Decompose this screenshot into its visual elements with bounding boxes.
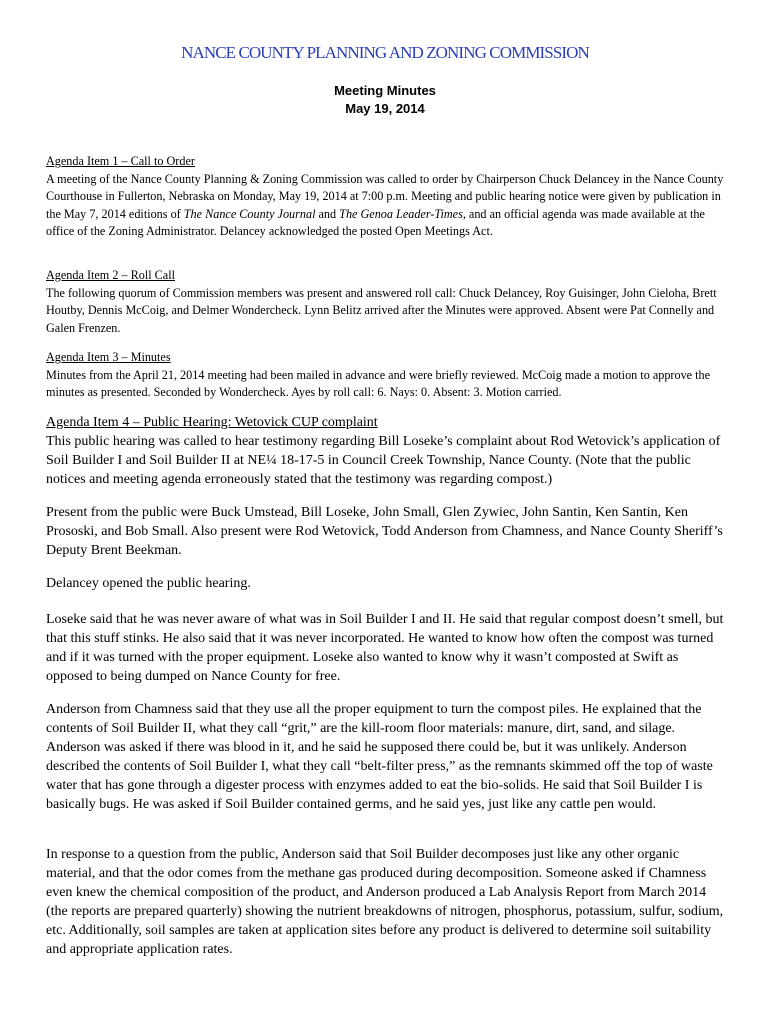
agenda-item-2-heading: Agenda Item 2 – Roll Call [46,268,175,282]
agenda-item-1-text: A meeting of the Nance County Planning & Zoning Commission was called to order by Chairperson Chuck Delancey in the Nance County Courthouse in Fullerton, Nebraska on Monday, May 19, 2014 at 7:00 p.m. Meeting and public hearing notice were given by publication in the May 7, 2014 editions of The Nance County Journal and The Genoa Leader-Times, and an official agenda was made available at the office of the Zoning Administrator. Delancey acknowledged the posted Open Meetings Act. [46,171,724,238]
document-type: Meeting Minutes [334,83,436,98]
agenda-item-2 [46,267,726,337]
meeting-date: May 19, 2014 [345,101,425,116]
agenda-item-1 [46,153,726,241]
agenda-item-2-text: The following quorum of Commission members was present and answered roll call: Chuck Delancey, Roy Guisinger, John Cieloha, Brett Houtby, Dennis McCoig, and Delmer Wondercheck. Lynn Belitz arrived after the Minutes were approved. Absent were Pat Connelly and Galen Frenzen. [46,285,717,335]
agenda-item-1-heading: Agenda Item 1 – Call to Order [46,154,195,168]
agenda-item-3 [46,349,726,402]
agenda-item-4-paragraph-6: In response to a question from the public, Anderson said that Soil Builder decomposes just like any other organic material, and that the odor comes from the methane gas produced during decomposition. Someone asked if Chamness even knew the chemical composition of the product, and Anderson produced a Lab Analysis Report from March 2014 (the reports are prepared quarterly) showing the nutrient breakdowns of nitrogen, phosphorus, potassium, sulfur, sodium, etc. Additionally, soil samples are taken at application sites before any product is delivered to determine soil suitability and appropriate application rates. [46,847,724,957]
agenda-item-3-text: Minutes from the April 21, 2014 meeting had been mailed in advance and were briefly reviewed. McCoig made a motion to approve the minutes as presented. Seconded by Wondercheck. Ayes by roll call: 6. Nays: 0. Absent: 3. Motion carried. [46,367,711,399]
agenda-item-4-paragraph-4: Loseke said that he was never aware of what was in Soil Builder I and II. He said that regular compost doesn’t smell, but that this stuff stinks. He also said that it was never incorporated. He wanted to know how often the compost was turned and if it was turned with the proper equipment. Loseke also wanted to know why it wasn’t composted at Swift as opposed to being dumped on Nance County for free. [46,612,724,684]
agenda-item-4-paragraph-2: Present from the public were Buck Umstead, Bill Loseke, John Small, Glen Zywiec, John Santin, Ken Santin, Ken Prososki, and Bob Small. Also present were Rod Wetovick, Todd Anderson from Chamness, and Nance County Sheriff’s Deputy Brent Beekman. [46,505,723,558]
agenda-item-4-paragraph-5: Anderson from Chamness said that they use all the proper equipment to turn the compost piles. He explained that the contents of Soil Builder II, what they call “grit,” are the kill-room floor materials: manure, dirt, sand, and silage. Anderson was asked if there was blood in it, and he said he supposed there could be, but it was unlikely. Anderson described the contents of Soil Builder I, what they call “belt-filter press,” as the remnants skimmed off the top of waste water that has gone through a digester process with enzymes added to eat the bio-solids. He said that Soil Builder I is basically bugs. He was asked if Soil Builder contained germs, and he said yes, just like any cattle pen would. [46,702,713,812]
journal-title: The Nance County Journal [183,206,316,221]
agenda-item-4 [46,413,726,489]
agenda-item-4-paragraph-3: Delancey opened the public hearing. [46,576,251,591]
commission-title: NANCE COUNTY PLANNING AND ZONING COMMISSION [181,43,589,62]
times-title: The Genoa Leader-Times [339,206,463,221]
agenda-item-4-paragraph-1: This public hearing was called to hear testimony regarding Bill Loseke’s complaint about Rod Wetovick’s application of Soil Builder I and Soil Builder II at NE¼ 18-17-5 in Council Creek Township, Nance County. (Note that the public notices and meeting agenda erroneously stated that the testimony was regarding compost.) [46,434,721,487]
agenda-item-3-heading: Agenda Item 3 – Minutes [46,350,171,364]
agenda-item-4-heading: Agenda Item 4 – Public Hearing: Wetovick CUP complaint [46,415,378,430]
